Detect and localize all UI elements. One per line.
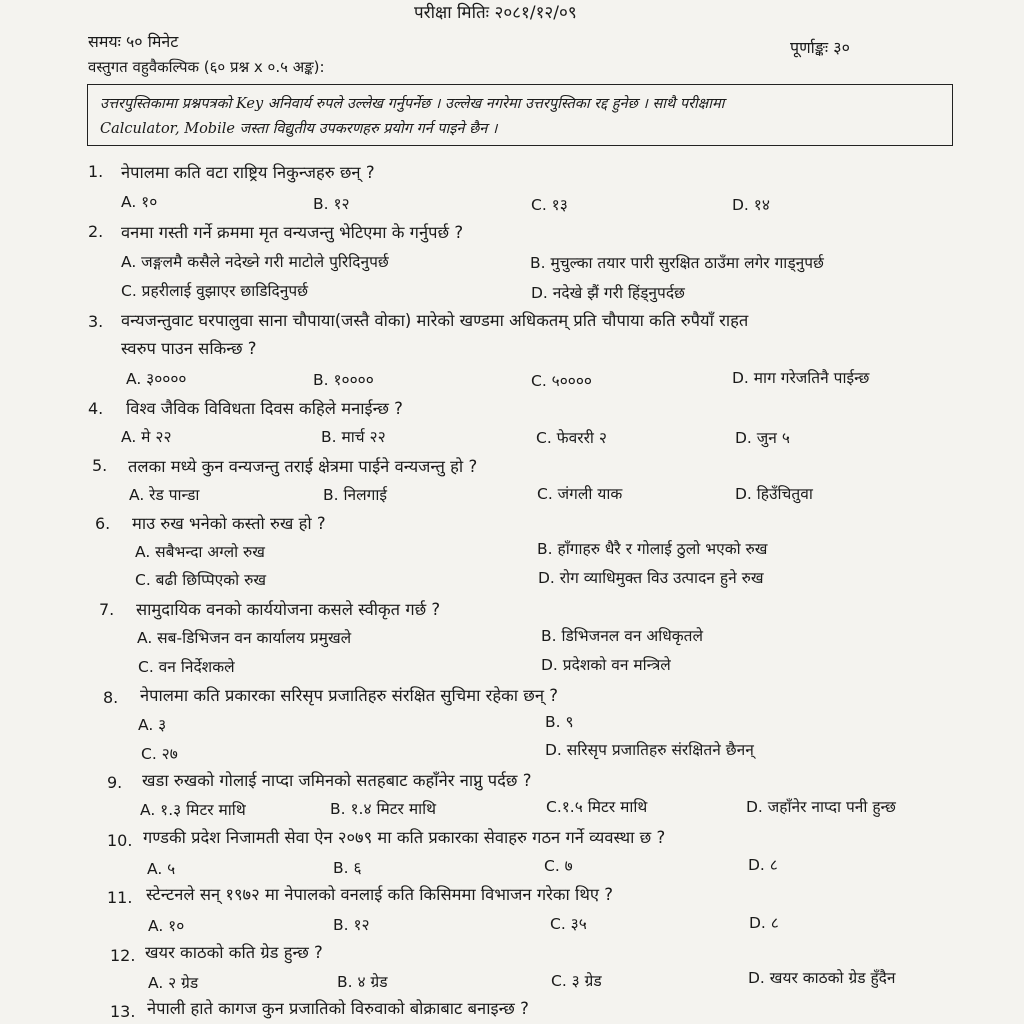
option-a: A. १० xyxy=(148,917,185,935)
question-number: 6. xyxy=(95,514,111,533)
option-b: B. हाँगाहरु धैरै र गोलाई ठुलो भएको रुख xyxy=(537,540,768,558)
full-marks: पूर्णाङ्कः ३० xyxy=(790,38,850,57)
option-d: D. नदेखे झैं गरी हिंड्नुपर्दछ xyxy=(531,284,685,302)
option-d: D. माग गरेजतिनै पाईन्छ xyxy=(732,369,870,387)
option-b: B. ९ xyxy=(545,713,574,731)
exam-time: समयः ५० मिनेट xyxy=(88,32,179,51)
question-text: वन्यजन्तुवाट घरपालुवा साना चौपाया(जस्तै वोका) मारेको खण्डमा अधिकतम् प्रति चौपाया कति रुपैयाँ राहत xyxy=(121,311,749,330)
question-text: विश्व जैविक विविधता दिवस कहिले मनाईन्छ ? xyxy=(126,399,403,418)
question-number: 7. xyxy=(99,600,115,619)
question-text: वनमा गस्ती गर्ने क्रममा मृत वन्यजन्तु भेटिएमा के गर्नुपर्छ ? xyxy=(121,223,464,242)
question-number: 2. xyxy=(88,222,104,241)
option-d: D. जहाँनेर नाप्दा पनी हुन्छ xyxy=(746,798,896,816)
instructions-box xyxy=(87,84,953,146)
question-number: 5. xyxy=(92,456,108,475)
question-number: 1. xyxy=(88,162,104,181)
question-text: नेपालमा कति वटा राष्ट्रिय निकुन्जहरु छन् ? xyxy=(121,163,375,182)
instructions-line-1: उत्तरपुस्तिकामा प्रश्नपत्रको Key अनिवार्य रुपले उल्लेख गर्नुपर्नेछ । उल्लेख नगरेमा उत्तरपुस्तिका रद्द हुनेछ । साथै परीक्षामा xyxy=(100,96,725,112)
option-c: C.१.५ मिटर माथि xyxy=(546,798,648,816)
objective-section-title: वस्तुगत वहुवैकल्पिक (६० प्रश्न x ०.५ अङ्क): xyxy=(88,58,325,76)
option-d: D. रोग व्याधिमुक्त विउ उत्पादन हुने रुख xyxy=(538,569,764,587)
option-c: C. वन निर्देशकले xyxy=(138,658,235,676)
question-text: खडा रुखको गोलाई नाप्दा जमिनको सतहबाट कहाँनेर नाप्नु पर्दछ ? xyxy=(142,771,532,790)
option-b: B. १०००० xyxy=(313,371,374,389)
question-number: 4. xyxy=(88,399,104,418)
option-b: B. डिभिजनल वन अधिकृतले xyxy=(541,627,704,645)
question-number: 3. xyxy=(88,312,104,331)
question-text: स्टेन्टनले सन् १९७२ मा नेपालको वनलाई कति किसिममा विभाजन गरेका थिए ? xyxy=(146,885,614,904)
question-text: खयर काठको कति ग्रेड हुन्छ ? xyxy=(145,943,323,962)
option-d: D. हिउँचितुवा xyxy=(735,485,813,503)
option-a: A. ३ xyxy=(138,716,167,734)
option-b: B. ४ ग्रेड xyxy=(337,973,388,991)
option-b: B. मार्च २२ xyxy=(321,428,386,446)
option-a: A. ३०००० xyxy=(126,370,187,388)
option-a: A. सब-डिभिजन वन कार्यालय प्रमुखले xyxy=(137,629,352,647)
option-b: B. १२ xyxy=(333,916,370,934)
option-c: C. जंगली याक xyxy=(537,485,623,503)
question-text: नेपालमा कति प्रकारका सरिसृप प्रजातिहरु संरक्षित सुचिमा रहेका छन् ? xyxy=(140,686,559,705)
option-d: D. १४ xyxy=(732,196,770,214)
option-a: A. जङ्गलमै कसैले नदेख्ने गरी माटोले पुरिदिनुपर्छ xyxy=(121,253,389,271)
question-text: सामुदायिक वनको कार्ययोजना कसले स्वीकृत गर्छ ? xyxy=(136,600,441,619)
question-text: तलका मध्ये कुन वन्यजन्तु तराई क्षेत्रमा पाईने वन्यजन्तु हो ? xyxy=(128,457,478,476)
option-b: B. १.४ मिटर माथि xyxy=(330,800,437,818)
option-c: C. फेवररी २ xyxy=(536,429,607,447)
exam-date: परीक्षा मितिः २०८१/१२/०९ xyxy=(414,3,577,23)
option-b: B. निलगाई xyxy=(323,486,387,504)
option-a: A. मे २२ xyxy=(121,428,172,446)
option-b: B. मुचुल्का तयार पारी सुरक्षित ठाउँमा लगेर गाड्नुपर्छ xyxy=(530,254,824,272)
question-number: 11. xyxy=(107,888,133,907)
option-a: A. २ ग्रेड xyxy=(148,974,199,992)
question-number: 13. xyxy=(110,1002,136,1021)
instructions-line-2: Calculator, Mobile जस्ता विद्युतीय उपकरणहरु प्रयोग गर्न पाइने छैन । xyxy=(100,121,498,137)
question-number: 10. xyxy=(107,831,133,850)
option-a: A. १.३ मिटर माथि xyxy=(140,801,246,819)
option-a: A. ५ xyxy=(147,860,176,878)
question-text: माउ रुख भनेको कस्तो रुख हो ? xyxy=(132,514,326,533)
option-d: D. ८ xyxy=(748,856,778,874)
option-c: C. ३ ग्रेड xyxy=(551,972,602,990)
question-text: गण्डकी प्रदेश निजामती सेवा ऐन २०७९ मा कति प्रकारका सेवाहरु गठन गर्ने व्यवस्था छ ? xyxy=(143,828,666,847)
question-number: 12. xyxy=(110,946,136,965)
option-c: C. ५०००० xyxy=(531,372,592,390)
option-c: C. ७ xyxy=(544,857,573,875)
question-number: 9. xyxy=(107,773,123,792)
option-a: A. सबैभन्दा अग्लो रुख xyxy=(135,543,265,561)
option-d: D. ८ xyxy=(749,914,779,932)
option-d: D. खयर काठको ग्रेड हुँदैन xyxy=(748,969,896,987)
option-c: C. ३५ xyxy=(550,915,587,933)
option-c: C. प्रहरीलाई वुझाएर छाडिदिनुपर्छ xyxy=(121,282,309,300)
question-number: 8. xyxy=(103,688,119,707)
option-b: B. १२ xyxy=(313,195,350,213)
option-b: B. ६ xyxy=(333,859,362,877)
option-d: D. जुन ५ xyxy=(735,429,790,447)
question-text: नेपाली हाते कागज कुन प्रजातिको विरुवाको बोक्राबाट बनाइन्छ ? xyxy=(147,999,529,1018)
option-c: C. २७ xyxy=(141,745,178,763)
option-c: C. बढी छिप्पिएको रुख xyxy=(135,571,267,589)
option-c: C. १३ xyxy=(531,196,568,214)
question-text-continued: स्वरुप पाउन सकिन्छ ? xyxy=(121,339,257,358)
option-a: A. १० xyxy=(121,193,158,211)
option-d: D. सरिसृप प्रजातिहरु संरक्षितने छैनन् xyxy=(545,741,754,759)
option-a: A. रेड पान्डा xyxy=(129,486,200,504)
option-d: D. प्रदेशको वन मन्त्रिले xyxy=(541,656,671,674)
